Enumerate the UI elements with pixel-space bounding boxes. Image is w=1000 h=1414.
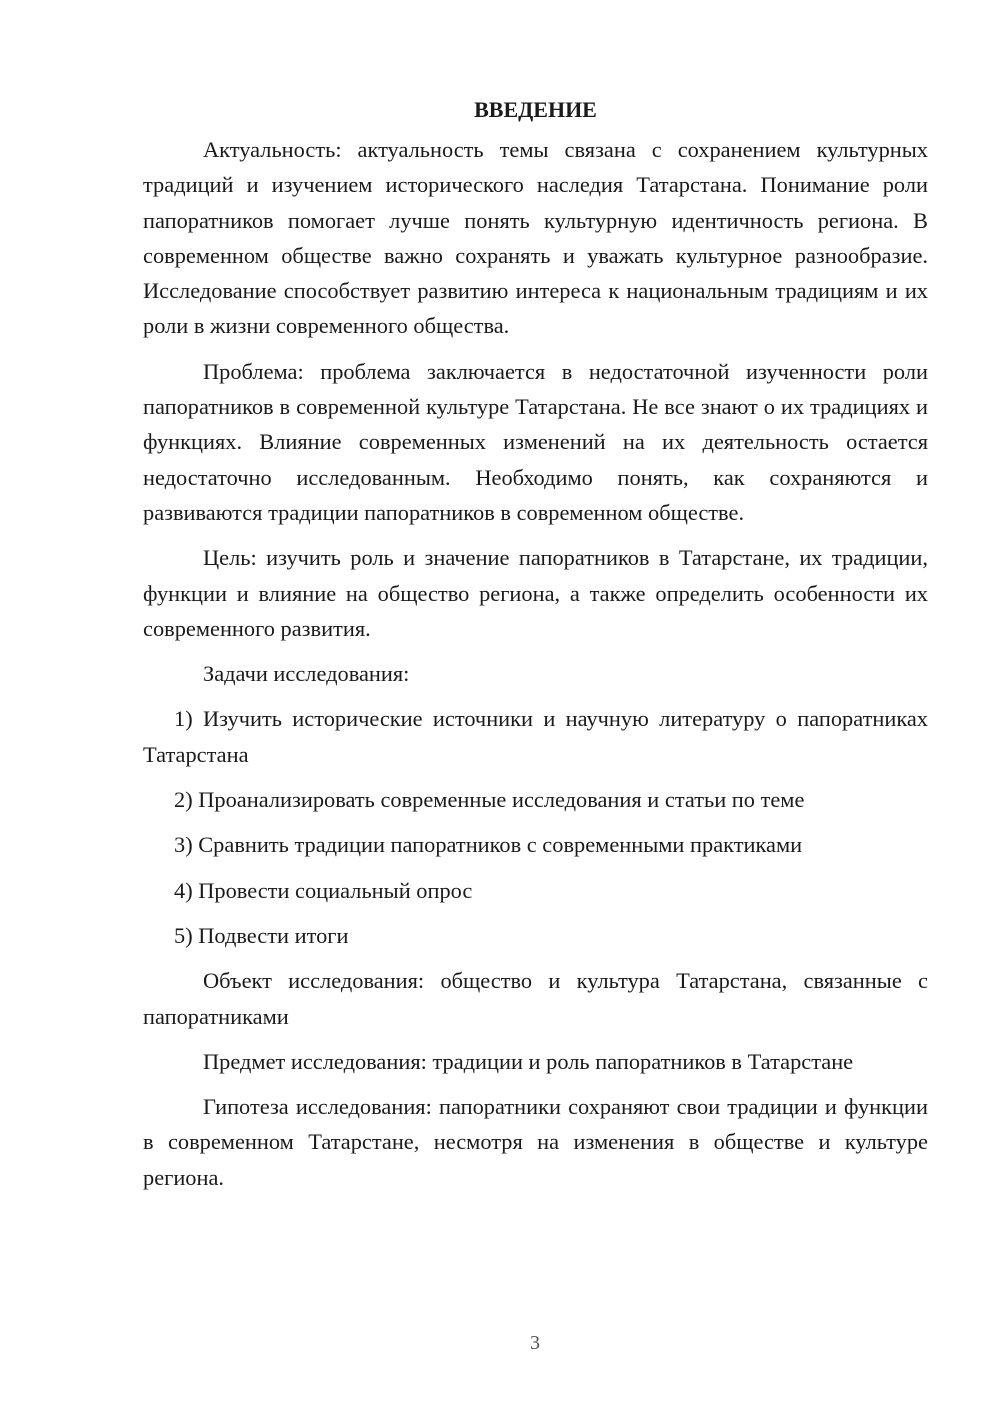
hypothesis-paragraph: Гипотеза исследования: папоратники сохраняют свои традиции и функции в современном Татарстане, несмотря на изменения в обществе и культуре региона. [143, 1094, 928, 1190]
task-item-1: 1) Изучить исторические источники и научную литературу о папоратниках Татарстана [143, 706, 928, 767]
tasks-header: Задачи исследования: [203, 661, 410, 687]
page-number: 3 [530, 1332, 540, 1354]
goal-paragraph: Цель: изучить роль и значение папоратников в Татарстане, их традиции, функции и влияние на общество региона, а также определить особенности их современного развития. [143, 545, 928, 641]
problem-paragraph: Проблема: проблема заключается в недостаточной изученности роли папоратников в современной культуре Татарстана. Не все знают о их традициях и функциях. Влияние современных изменений на их деятельность остается недостаточно исследованным. Необходимо понять, как сохраняются и развиваются традиции папоратников в современном обществе. [143, 358, 928, 525]
section-title: ВВЕДЕНИЕ [474, 97, 597, 122]
task-item-2: 2) Проанализировать современные исследования и статьи по теме [174, 787, 805, 813]
document-page [143, 92, 928, 1205]
task-item-3: 3) Сравнить традиции папоратников с современными практиками [174, 832, 803, 858]
task-item-4: 4) Провести социальный опрос [174, 877, 473, 903]
task-item-5: 5) Подвести итоги [174, 922, 349, 948]
relevance-paragraph: Актуальность: актуальность темы связана с сохранением культурных традиций и изучением исторического наследия Татарстана. Понимание роли папоратников помогает лучше понять культурную идентичность региона. В современном обществе важно сохранять и уважать культурное разнообразие. Исследование способствует развитию интереса к национальным традициям и их роли в жизни современного общества. [143, 137, 928, 339]
object-paragraph: Объект исследования: общество и культура Татарстана, связанные с папоратниками [143, 968, 928, 1029]
subject-paragraph: Предмет исследования: традиции и роль папоратников в Татарстане [203, 1048, 854, 1074]
